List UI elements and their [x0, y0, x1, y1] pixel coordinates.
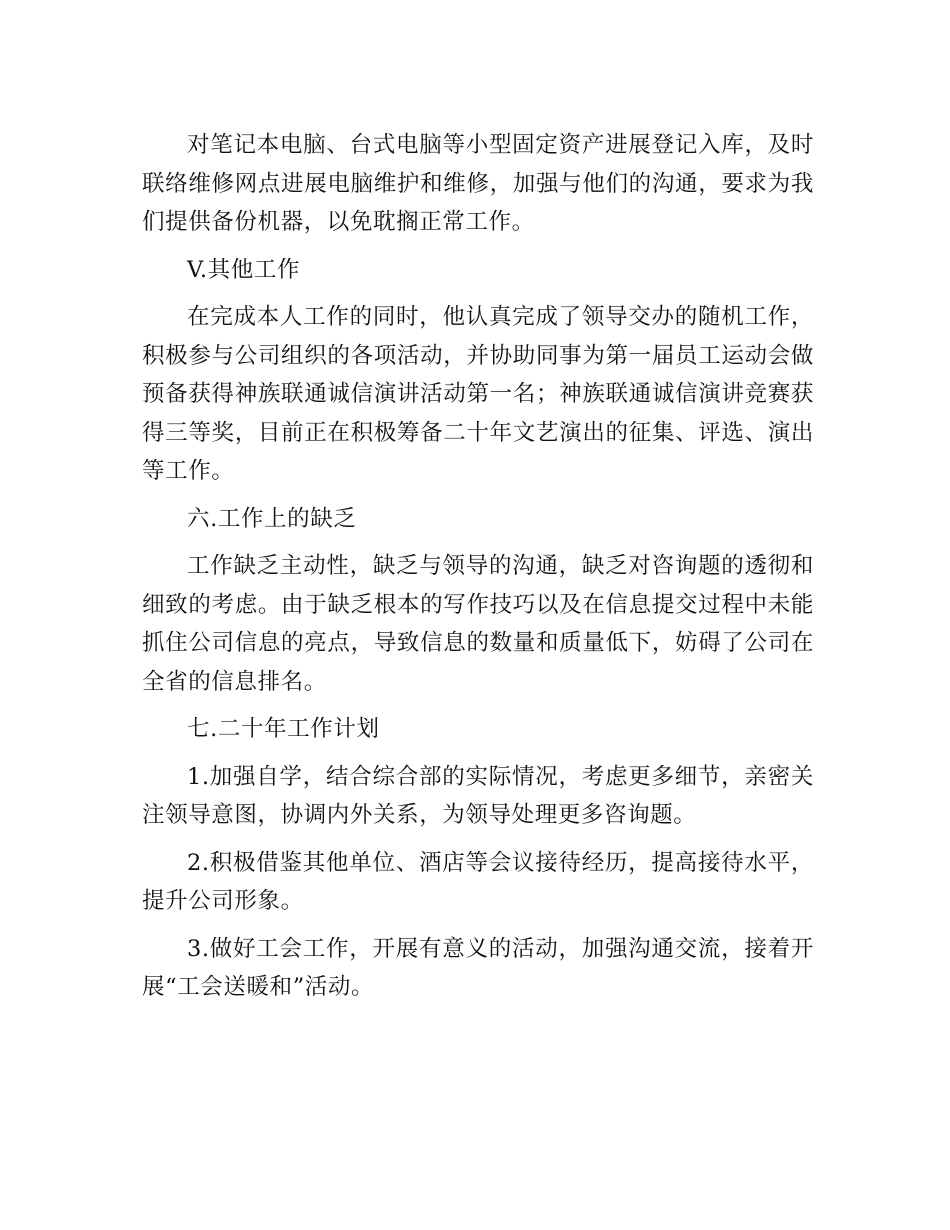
- heading-work-plan: 七.二十年工作计划: [187, 716, 380, 742]
- heading-shortcomings: 六.工作上的缺乏: [187, 505, 357, 532]
- document-body: [142, 126, 814, 1016]
- heading-other-work: V.其他工作: [187, 256, 301, 283]
- paragraph-other-work: 在完成本人工作的同时，他认真完成了领导交办的随机工作，积极参与公司组织的各项活动，并协助同事为第一届员工运动会做预备获得神族联通诚信演讲活动第一名；神族联通诚信演讲竞赛获得三等奖，目前正在积极筹备二十年文艺演出的征集、评选、演出等工作。: [142, 304, 814, 484]
- paragraph-plan-3: 3.做好工会工作，开展有意义的活动，加强沟通交流，接着开展“工会送暖和”活动。: [142, 935, 814, 1000]
- paragraph-fixed-assets: 对笔记本电脑、台式电脑等小型固定资产进展登记入库，及时联络维修网点进展电脑维护和维修，加强与他们的沟通，要求为我们提供备份机器，以免耽搁正常工作。: [142, 132, 814, 235]
- paragraph-plan-2: 2.积极借鉴其他单位、酒店等会议接待经历，提高接待水平，提升公司形象。: [142, 849, 814, 914]
- paragraph-plan-1: 1.加强自学，结合综合部的实际情况，考虑更多细节，亲密关注领导意图，协调内外关系，为领导处理更多咨询题。: [142, 763, 814, 828]
- paragraph-shortcomings: 工作缺乏主动性，缺乏与领导的沟通，缺乏对咨询题的透彻和细致的考虑。由于缺乏根本的写作技巧以及在信息提交过程中未能抓住公司信息的亮点，导致信息的数量和质量低下，妨碍了公司在全省的信息排名。: [142, 553, 814, 695]
